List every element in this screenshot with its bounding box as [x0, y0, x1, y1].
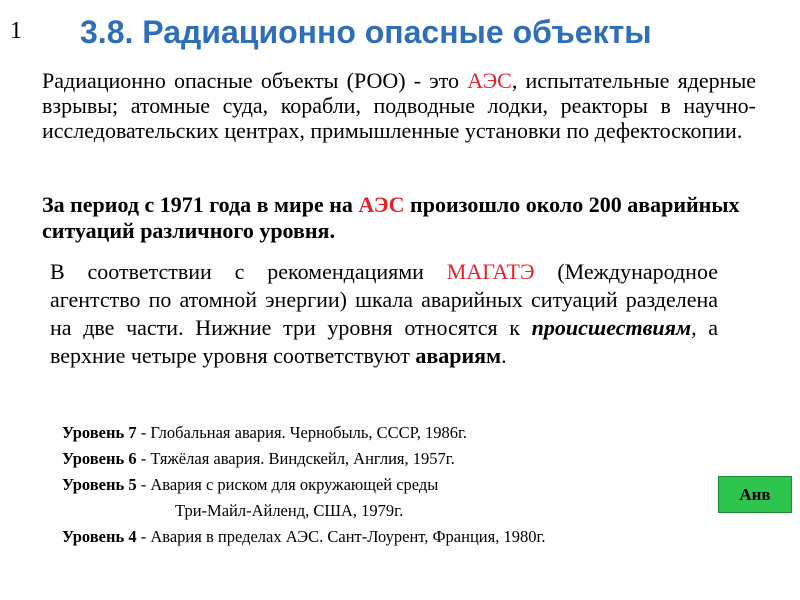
level-item — [62, 472, 722, 498]
p2-aes-highlight: АЭС — [358, 192, 405, 217]
slide-title: 3.8. Радиационно опасные объекты — [80, 14, 652, 50]
paragraph-iaea-scale — [50, 258, 718, 370]
level-label: Уровень 7 — [62, 423, 137, 442]
p1-text-1: Радиационно опасные объекты (РОО) - это — [42, 68, 468, 93]
level-label: Уровень 4 — [62, 527, 137, 546]
level-text: - Авария с риском для окружающей среды — [136, 475, 439, 494]
p3-text-4: . — [501, 343, 507, 368]
p1-text-2: , испытательные ядерные взрывы; атомные суда, корабли, подводные лодки, реакторы в научно-исследовательских центрах, примышленные установки по дефектоскопии. — [42, 68, 756, 143]
p3-text-2: (Международное агентство по атомной энергии) шкала аварийных ситуаций разделена на две части. Нижние три уровня относятся к — [50, 259, 718, 340]
level-text: - Тяжёлая авария. Виндскейл, Англия, 1957г. — [136, 449, 455, 468]
level-label: Уровень 6 — [62, 449, 137, 468]
p3-incidents-emphasis: происшествиям — [531, 315, 692, 340]
p3-text-3: , а верхние четыре уровня соответствуют — [50, 315, 718, 368]
accident-levels-list — [62, 420, 722, 550]
paragraph-roo-definition — [42, 68, 756, 143]
p2-text-2: произошло около 200 аварийных ситуаций различного уровня. — [42, 192, 740, 243]
level-item — [62, 420, 722, 446]
paragraph-accident-stats — [42, 192, 756, 244]
p3-magate-highlight: МАГАТЭ — [446, 259, 535, 284]
level-text: - Авария в пределах АЭС. Сант-Лоурент, Франция, 1980г. — [136, 527, 546, 546]
slide-number: 1 — [10, 18, 22, 44]
p1-aes-highlight: АЭС — [467, 68, 512, 93]
level-label: Уровень 5 — [62, 475, 137, 494]
level-item — [62, 524, 722, 550]
p3-text-1: В соответствии с рекомендациями — [50, 259, 447, 284]
level-item — [62, 446, 722, 472]
level-item-continuation: Три-Майл-Айленд, США, 1979г. — [175, 501, 404, 520]
anv-button[interactable]: Анв — [718, 476, 792, 513]
p2-text-1: За период с 1971 года в мире на — [42, 192, 359, 217]
p3-accidents-emphasis: авариям — [415, 343, 502, 368]
level-text: - Глобальная авария. Чернобыль, СССР, 1986г. — [136, 423, 468, 442]
